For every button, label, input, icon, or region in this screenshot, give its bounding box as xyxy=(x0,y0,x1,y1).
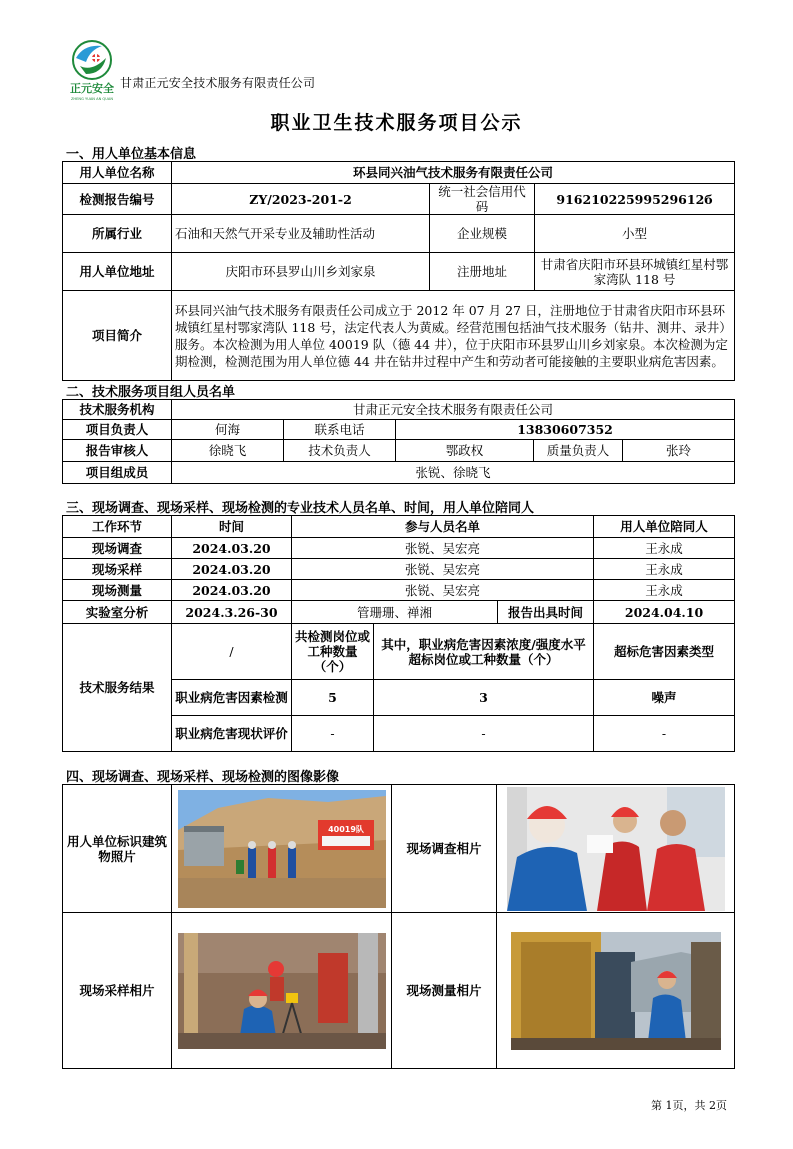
result-row1-label: 职业病危害因素检测 xyxy=(172,680,292,716)
people: 张锐、吴宏亮 xyxy=(292,538,594,559)
company-name: 甘肃正元安全技术服务有限责任公司 xyxy=(120,76,316,90)
time: 2024.03.20 xyxy=(172,559,292,580)
result-row2-count: - xyxy=(292,716,374,752)
result-col1: 共检测岗位或工种数量（个） xyxy=(292,624,374,680)
members-label: 项目组成员 xyxy=(63,462,172,484)
quality: 张玲 xyxy=(623,440,735,462)
companion: 王永成 xyxy=(594,580,735,601)
result-col3: 超标危害因素类型 xyxy=(594,624,735,680)
tech-label: 技术负责人 xyxy=(284,440,396,462)
org-label: 技术服务机构 xyxy=(63,400,172,420)
report-no: ZY/2023-201-2 xyxy=(172,184,430,215)
company-logo xyxy=(62,36,122,104)
lab-people: 管珊珊、禅湘 xyxy=(292,601,498,624)
logo-text: 正元安全 xyxy=(70,82,114,95)
table-row xyxy=(63,559,735,580)
members: 张锐、徐晓飞 xyxy=(172,462,735,484)
lab-time: 2024.3.26-30 xyxy=(172,601,292,624)
report-time: 2024.04.10 xyxy=(594,601,735,624)
section2-heading: 二、技术服务项目组人员名单 xyxy=(66,385,236,400)
sampling-photo xyxy=(178,933,386,1049)
photo4-label: 现场测量相片 xyxy=(392,913,497,1069)
result-row2-type: - xyxy=(594,716,735,752)
result-row1-exceed: 3 xyxy=(374,680,594,716)
credit-code-label: 统一社会信用代码 xyxy=(430,184,535,215)
result-row1-type: 噪声 xyxy=(594,680,735,716)
col-stage: 工作环节 xyxy=(63,516,172,538)
team-table xyxy=(62,399,735,484)
page-footer: 第 1页，共 2页 xyxy=(651,1099,727,1112)
reg-address: 甘肃省庆阳市环县环城镇红星村鄂家湾队 118 号 xyxy=(535,253,735,291)
reviewer-label: 报告审核人 xyxy=(63,440,172,462)
result-col2: 其中，职业病危害因素浓度/强度水平超标岗位或工种数量（个） xyxy=(374,624,594,680)
lab-label: 实验室分析 xyxy=(63,601,172,624)
unit-info-table xyxy=(62,161,735,381)
scale: 小型 xyxy=(535,215,735,253)
people: 张锐、吴宏亮 xyxy=(292,559,594,580)
intro-label: 项目简介 xyxy=(63,291,172,381)
leader-label: 项目负责人 xyxy=(63,420,172,440)
phone-label: 联系电话 xyxy=(284,420,396,440)
unit-name: 环县同兴油气技术服务有限责任公司 xyxy=(172,162,735,184)
scale-label: 企业规模 xyxy=(430,215,535,253)
people: 张锐、吴宏亮 xyxy=(292,580,594,601)
result-row2-label: 职业病危害现状评价 xyxy=(172,716,292,752)
col-people: 参与人员名单 xyxy=(292,516,594,538)
companion: 王永成 xyxy=(594,538,735,559)
credit-code: 91621022599529612б xyxy=(535,184,735,215)
table-row xyxy=(63,538,735,559)
companion: 王永成 xyxy=(594,559,735,580)
result-row1-count: 5 xyxy=(292,680,374,716)
measurement-photo xyxy=(511,932,721,1050)
fieldwork-table xyxy=(62,515,735,752)
industry: 石油和天然气开采专业及辅助性活动 xyxy=(172,215,430,253)
stage: 现场调查 xyxy=(63,538,172,559)
col-time: 时间 xyxy=(172,516,292,538)
section3-heading: 三、现场调查、现场采样、现场检测的专业技术人员名单、时间，用人单位陪同人 xyxy=(66,501,535,516)
photo3-label: 现场采样相片 xyxy=(63,913,172,1069)
building-photo xyxy=(178,790,386,908)
section4-heading: 四、现场调查、现场采样、现场检测的图像影像 xyxy=(66,770,340,785)
result-row2-exceed: - xyxy=(374,716,594,752)
section1-heading: 一、用人单位基本信息 xyxy=(66,147,197,162)
report-time-label: 报告出具时间 xyxy=(498,601,594,624)
photos-table xyxy=(62,784,735,1069)
page-title: 职业卫生技术服务项目公示 xyxy=(270,112,523,134)
logo-subtext: ZHENG YUAN AN QUAN xyxy=(70,97,114,101)
time: 2024.03.20 xyxy=(172,538,292,559)
result-label: 技术服务结果 xyxy=(63,624,172,752)
report-no-label: 检测报告编号 xyxy=(63,184,172,215)
reviewer: 徐晓飞 xyxy=(172,440,284,462)
intro-text: 环县同兴油气技术服务有限责任公司成立于 2012 年 07 月 27 日，注册地位于甘肃省庆阳市环县环城镇红星村鄂家湾队 118 号，法定代表人为黄威。经营范围包括油气技术服务（钻井、测井、录井）服务。本次检测为用人单位 40019 队（德 44 井），位于庆阳市环县罗山川乡刘家泉。本次检测为定期检测，检测范围为用人单位德 44 井在钻井过程中产生和劳动者可能接触的主要职业病危害因素。 xyxy=(172,291,735,381)
result-slash: / xyxy=(172,624,292,680)
leader: 何海 xyxy=(172,420,284,440)
phone: 13830607352 xyxy=(396,420,735,440)
photo2-label: 现场调查相片 xyxy=(392,785,497,913)
time: 2024.03.20 xyxy=(172,580,292,601)
address: 庆阳市环县罗山川乡刘家泉 xyxy=(172,253,430,291)
unit-name-label: 用人单位名称 xyxy=(63,162,172,184)
table-row xyxy=(63,580,735,601)
quality-label: 质量负责人 xyxy=(534,440,623,462)
sign-text: 40019队 xyxy=(327,824,364,834)
tech: 鄂政权 xyxy=(396,440,534,462)
reg-address-label: 注册地址 xyxy=(430,253,535,291)
address-label: 用人单位地址 xyxy=(63,253,172,291)
org-name: 甘肃正元安全技术服务有限责任公司 xyxy=(172,400,735,420)
page-header xyxy=(62,36,462,106)
industry-label: 所属行业 xyxy=(63,215,172,253)
photo1-label: 用人单位标识建筑物照片 xyxy=(63,785,172,913)
survey-photo xyxy=(507,787,725,911)
stage: 现场采样 xyxy=(63,559,172,580)
col-companion: 用人单位陪同人 xyxy=(594,516,735,538)
stage: 现场测量 xyxy=(63,580,172,601)
